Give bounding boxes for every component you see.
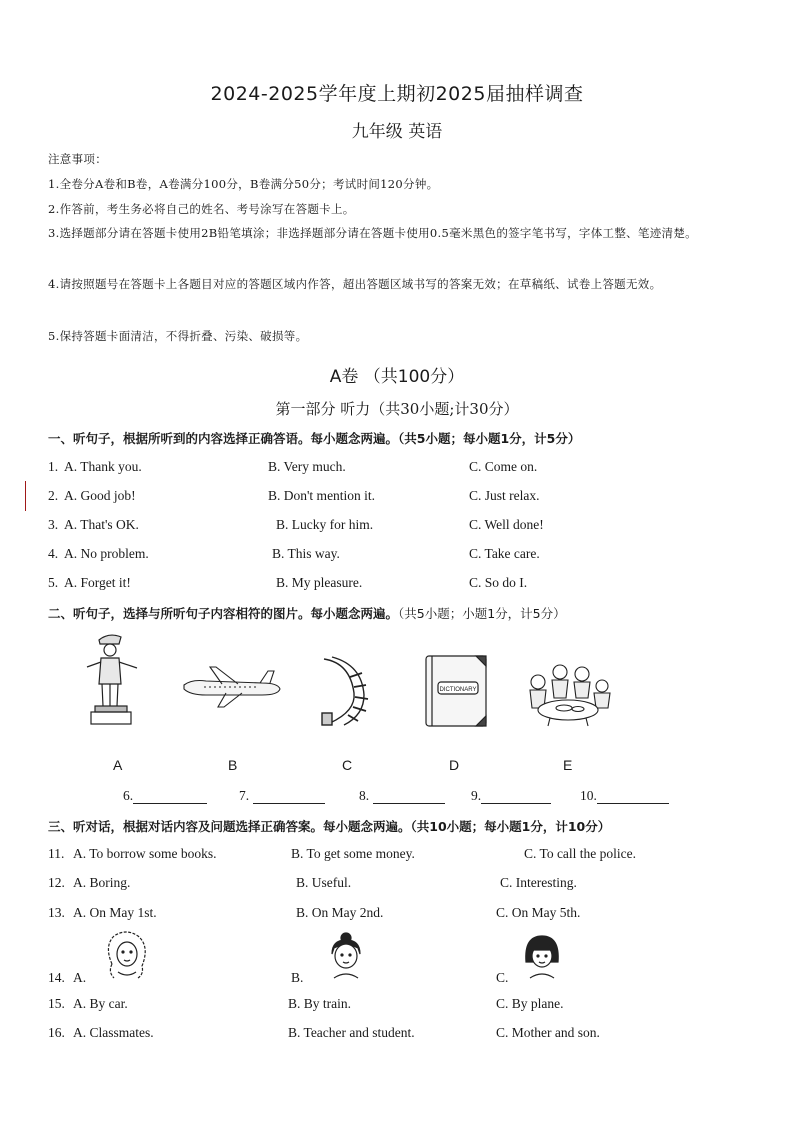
option-c: C. By plane. — [496, 996, 564, 1011]
option-b: B. On May 2nd. — [296, 905, 384, 920]
option-b: B. Very much. — [268, 459, 346, 474]
bun-hair-woman-picture — [324, 932, 368, 980]
part-two-instruction: 二、听句子，选择与所听句子内容相符的图片。每小题念两遍。（共5小题；小题1分，计5分） — [48, 606, 566, 621]
note-item: 3.选择题部分请在答题卡使用2B铅笔填涂；非选择题部分请在答题卡使用0.5毫米黑色的签字笔书写，字体工整、笔迹清楚。 — [48, 226, 697, 240]
answer-blank[interactable]: 7. — [239, 788, 325, 804]
option-b: B. My pleasure. — [276, 575, 363, 590]
answer-blank[interactable]: 6. — [123, 788, 207, 804]
option-a: A. To borrow some books. — [73, 846, 217, 861]
option-a: A. — [73, 970, 87, 985]
margin-marker — [25, 481, 26, 511]
question-number: 15. — [48, 996, 65, 1011]
option-c: C. To call the police. — [524, 846, 637, 861]
option-b: B. Useful. — [296, 875, 352, 890]
option-c: C. So do I. — [469, 575, 528, 590]
option-b: B. — [291, 970, 304, 985]
option-b: B. Teacher and student. — [288, 1025, 415, 1040]
option-c: C. Take care. — [469, 546, 540, 561]
page-title: 2024-2025学年度上期初2025届抽样调查 — [210, 83, 584, 105]
option-a: A. Thank you. — [64, 459, 142, 474]
option-c: C. Just relax. — [469, 488, 540, 503]
option-a: A. That's OK. — [64, 517, 139, 532]
note-item: 5.保持答题卡面清洁，不得折叠、污染、破损等。 — [48, 329, 308, 343]
question-number: 1. — [48, 459, 59, 474]
note-item: 1.全卷分A卷和B卷，A卷满分100分，B卷满分50分；考试时间120分钟。 — [48, 177, 439, 191]
question-number: 14. — [48, 970, 65, 985]
picture-letter-b: B — [228, 757, 238, 773]
question-number: 2. — [48, 488, 59, 503]
part-one-instruction: 一、听句子，根据所听到的内容选择正确答语。每小题念两遍。（共5小题；每小题1分，计5分） — [48, 431, 581, 446]
question-number: 12. — [48, 875, 65, 890]
section-a-title: A卷 （共100分） — [329, 367, 465, 387]
answer-blank[interactable]: 10. — [580, 788, 669, 804]
option-c: C. — [496, 970, 509, 985]
option-a: A. No problem. — [64, 546, 149, 561]
option-c: C. On May 5th. — [496, 905, 581, 920]
airplane-picture — [182, 665, 282, 709]
short-hair-woman-picture — [520, 932, 564, 980]
question-number: 11. — [48, 846, 65, 861]
option-a: A. Forget it! — [64, 575, 131, 590]
option-b: B. By train. — [288, 996, 351, 1011]
picture-letter-d: D — [449, 757, 460, 773]
policeman-picture — [85, 632, 145, 728]
option-b: B. This way. — [272, 546, 340, 561]
option-b: B. Lucky for him. — [276, 517, 374, 532]
part-three-instruction: 三、听对话，根据对话内容及问题选择正确答案。每小题念两遍。（共10小题；每小题1分，计10分） — [48, 819, 611, 834]
answer-blank[interactable]: 9. — [471, 788, 551, 804]
option-b: B. To get some money. — [291, 846, 415, 861]
dictionary-picture — [422, 654, 492, 728]
notes-heading: 注意事项： — [48, 152, 107, 166]
question-number: 4. — [48, 546, 59, 561]
note-item: 4.请按照题号在答题卡上各题目对应的答题区域内作答，超出答题区域书写的答案无效；在草稿纸、试卷上答题无效。 — [48, 277, 662, 291]
family-picture — [522, 660, 616, 728]
option-c: C. Interesting. — [500, 875, 577, 890]
option-a: A. Good job! — [64, 488, 136, 503]
dictionary-label: DICTIONARY — [439, 687, 477, 693]
picture-letter-e: E — [563, 757, 573, 773]
question-number: 3. — [48, 517, 59, 532]
page-subtitle: 九年级 英语 — [351, 122, 443, 142]
option-c: C. Mother and son. — [496, 1025, 600, 1040]
curly-hair-woman-picture — [104, 930, 150, 980]
question-number: 13. — [48, 905, 65, 920]
picture-letter-c: C — [342, 757, 353, 773]
option-a: A. By car. — [73, 996, 128, 1011]
option-b: B. Don't mention it. — [268, 488, 376, 503]
answer-blank[interactable]: 8. — [359, 788, 445, 804]
question-number: 16. — [48, 1025, 65, 1040]
option-a: A. Boring. — [73, 875, 131, 890]
picture-letter-a: A — [113, 757, 123, 773]
note-item: 2.作答前，考生务必将自己的姓名、考号涂写在答题卡上。 — [48, 202, 355, 216]
option-c: C. Come on. — [469, 459, 538, 474]
option-a: A. On May 1st. — [73, 905, 157, 920]
part1-title: 第一部分 听力（共30小题;计30分） — [275, 400, 519, 418]
option-c: C. Well done! — [469, 517, 544, 532]
question-number: 5. — [48, 575, 59, 590]
option-a: A. Classmates. — [73, 1025, 154, 1040]
zipper-picture — [320, 655, 384, 727]
